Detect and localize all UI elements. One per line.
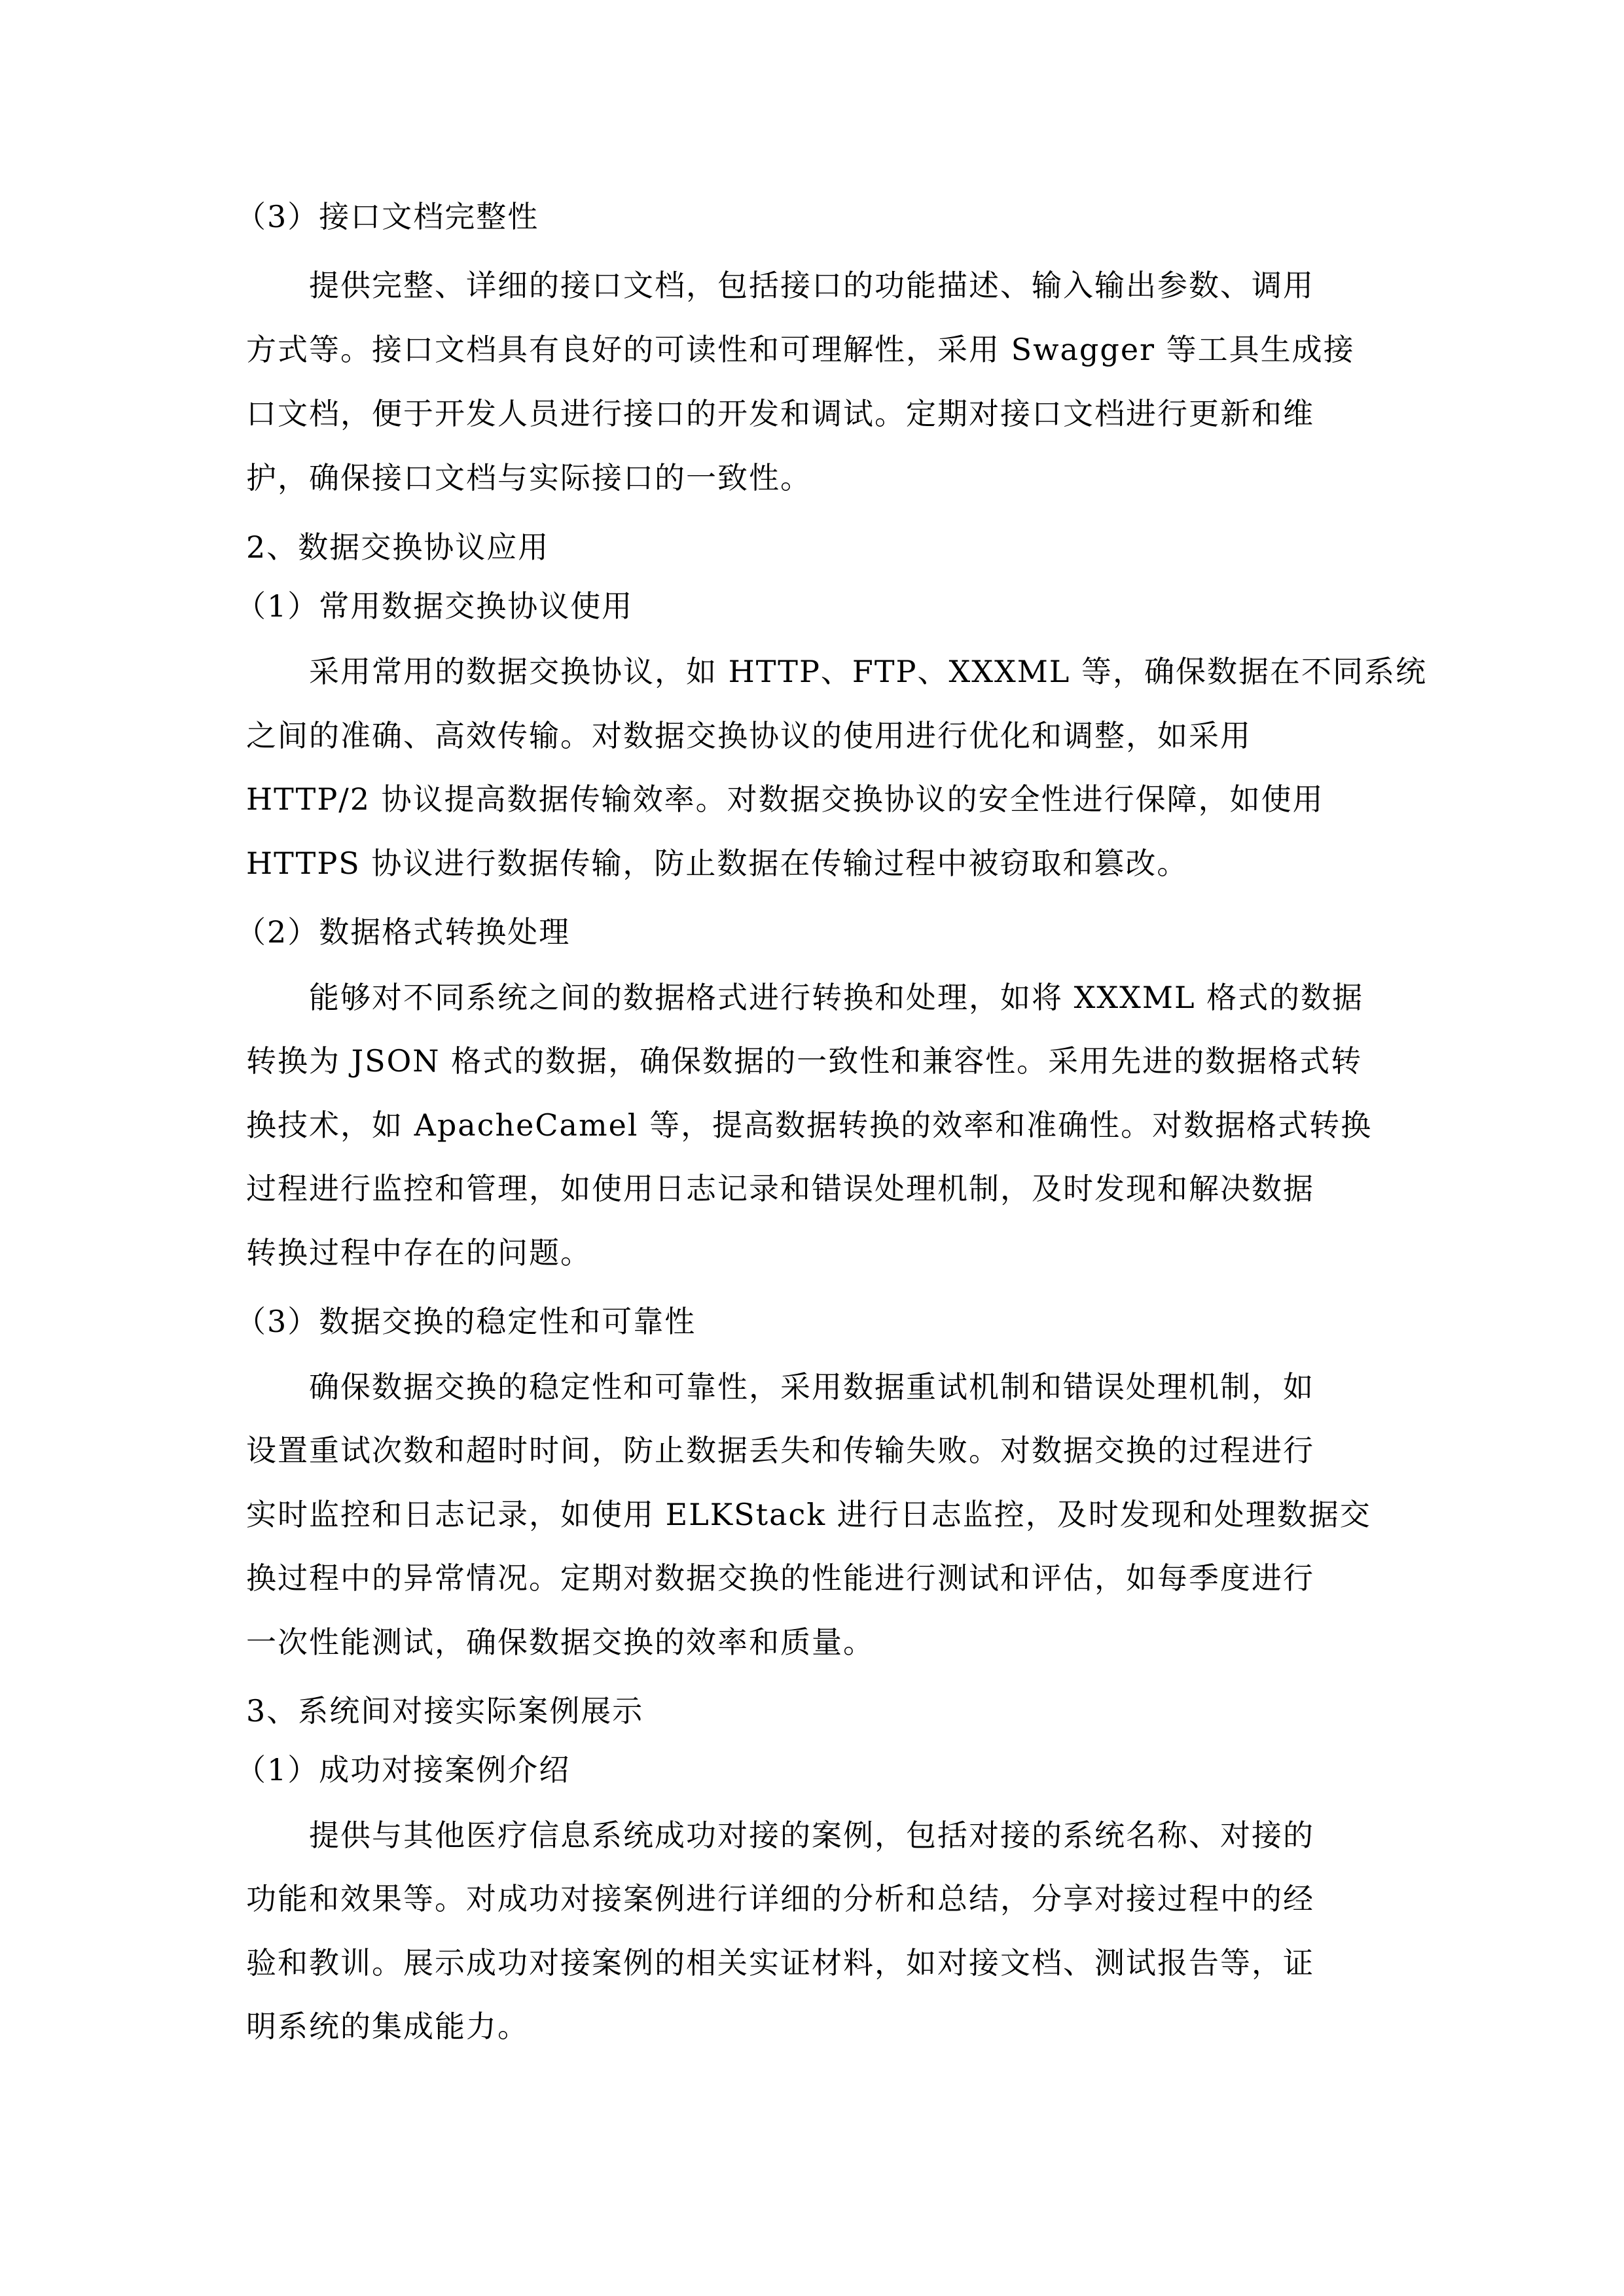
paragraph-line: 能够对不同系统之间的数据格式进行转换和处理，如将 XXXML 格式的数据 — [309, 980, 1364, 1015]
paragraph-line: HTTPS 协议进行数据传输，防止数据在传输过程中被窃取和篡改。 — [246, 846, 1189, 881]
paragraph-line: 确保数据交换的稳定性和可靠性，采用数据重试机制和错误处理机制，如 — [309, 1369, 1314, 1405]
paragraph-line: 功能和效果等。对成功对接案例进行详细的分析和总结，分享对接过程中的经 — [246, 1881, 1314, 1916]
paragraph-line: 设置重试次数和超时时间，防止数据丢失和传输失败。对数据交换的过程进行 — [246, 1433, 1314, 1468]
paragraph-line: 口文档，便于开发人员进行接口的开发和调试。定期对接口文档进行更新和维 — [246, 396, 1314, 431]
paragraph-line: 提供完整、详细的接口文档，包括接口的功能描述、输入输出参数、调用 — [309, 268, 1314, 303]
paragraph-line: 转换为 JSON 格式的数据，确保数据的一致性和兼容性。采用先进的数据格式转 — [246, 1043, 1363, 1079]
subsection-heading: （1）成功对接案例介绍 — [236, 1752, 571, 1787]
paragraph-line: 验和教训。展示成功对接案例的相关实证材料，如对接文档、测试报告等，证 — [246, 1945, 1314, 1981]
paragraph-line: 之间的准确、高效传输。对数据交换协议的使用进行优化和调整，如采用 — [246, 718, 1252, 753]
subsection-heading: （3）接口文档完整性 — [236, 199, 539, 234]
paragraph-line: 明系统的集成能力。 — [246, 2009, 529, 2044]
paragraph-line: 提供与其他医疗信息系统成功对接的案例，包括对接的系统名称、对接的 — [309, 1818, 1314, 1853]
paragraph-line: 一次性能测试，确保数据交换的效率和质量。 — [246, 1624, 875, 1660]
paragraph-line: 实时监控和日志记录，如使用 ELKStack 进行日志监控，及时发现和处理数据交 — [246, 1497, 1371, 1532]
subsection-heading: （2）数据格式转换处理 — [236, 914, 571, 950]
section-heading: 2、数据交换协议应用 — [246, 529, 550, 565]
subsection-heading: （1）常用数据交换协议使用 — [236, 588, 634, 624]
paragraph-line: 换技术，如 ApacheCamel 等，提高数据转换的效率和准确性。对数据格式转换 — [246, 1107, 1373, 1143]
paragraph-line: HTTP/2 协议提高数据传输效率。对数据交换协议的安全性进行保障，如使用 — [246, 781, 1324, 817]
subsection-heading: （3）数据交换的稳定性和可靠性 — [236, 1304, 696, 1339]
section-heading: 3、系统间对接实际案例展示 — [246, 1693, 644, 1729]
paragraph-line: 转换过程中存在的问题。 — [246, 1235, 592, 1270]
paragraph-line: 采用常用的数据交换协议，如 HTTP、FTP、XXXML 等，确保数据在不同系统 — [309, 654, 1427, 689]
paragraph-line: 方式等。接口文档具有良好的可读性和可理解性，采用 Swagger 等工具生成接 — [246, 332, 1355, 367]
paragraph-line: 过程进行监控和管理，如使用日志记录和错误处理机制，及时发现和解决数据 — [246, 1171, 1314, 1206]
paragraph-line: 换过程中的异常情况。定期对数据交换的性能进行测试和评估，如每季度进行 — [246, 1560, 1314, 1596]
paragraph-line: 护，确保接口文档与实际接口的一致性。 — [246, 460, 812, 495]
